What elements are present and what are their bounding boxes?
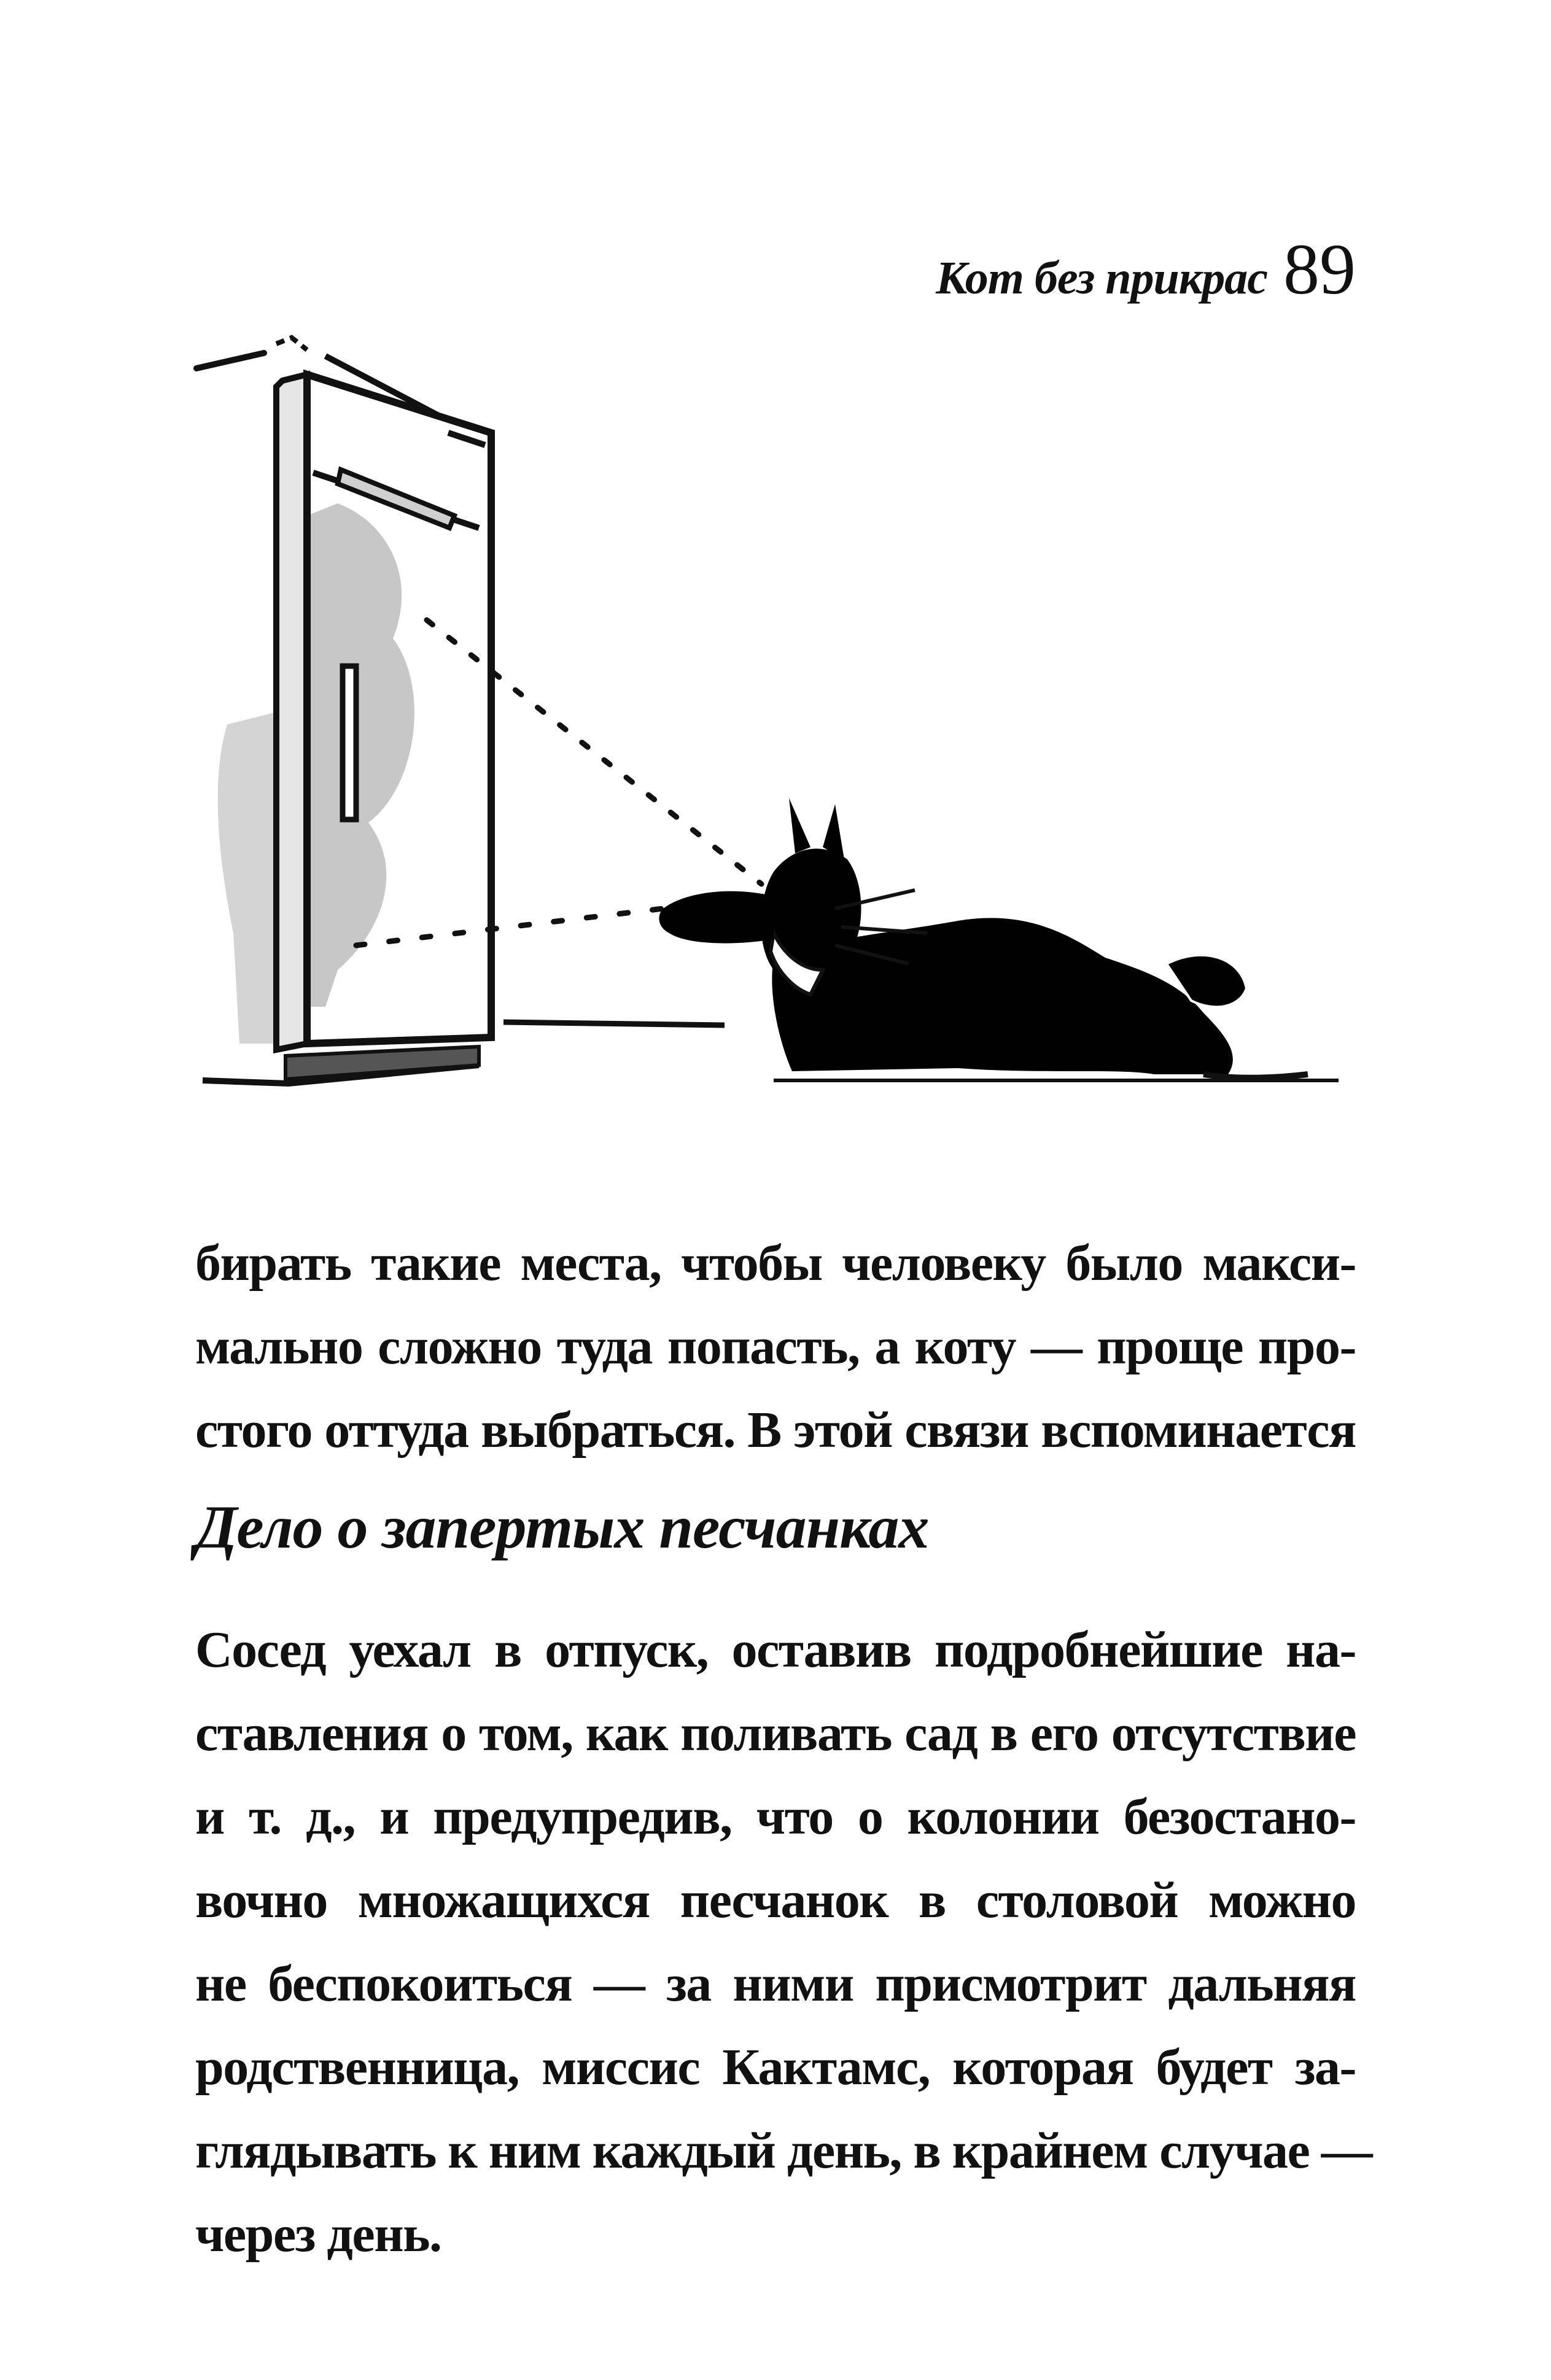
refrigerator (196, 338, 491, 1083)
page-number: 89 (1283, 229, 1356, 309)
paragraph-line: глядывать к ним каждый день, в крайнем случае — (195, 2122, 1372, 2179)
paragraph-line: не беспокоиться — за ними присмотрит дальняя (195, 1955, 1356, 2012)
continued-paragraph (195, 1222, 1356, 1472)
paragraph-line: вочно множащихся песчанок в столовой можно (195, 1872, 1356, 1929)
paragraph-line: родственница, миссис Кактамс, которая будет за- (195, 2039, 1356, 2096)
paragraph-line: Сосед уехал в отпуск, оставив подробнейшие на- (195, 1621, 1356, 1678)
paragraph-line: через день. (195, 2206, 441, 2263)
section-paragraph (195, 1608, 1372, 2276)
cat (659, 798, 1339, 1080)
section-heading: Дело о запертых песчанках (195, 1493, 929, 1561)
paragraph-line: мально сложно туда попасть, а коту — проще про- (195, 1318, 1356, 1375)
paragraph-line: ставления о том, как поливать сад в его отсутствие (195, 1705, 1356, 1762)
sight-lines (356, 620, 761, 1025)
cat-refrigerator-illustration (184, 319, 1375, 1166)
running-header (936, 229, 1356, 309)
paragraph-line: бирать такие места, чтобы человеку было макси- (195, 1235, 1356, 1292)
paragraph-line: стого оттуда выбраться. В этой связи вспоминается (195, 1401, 1356, 1459)
paragraph-line: и т. д., и предупредив, что о колонии безостано- (195, 1788, 1356, 1845)
running-title: Кот без прикрас (936, 252, 1267, 304)
